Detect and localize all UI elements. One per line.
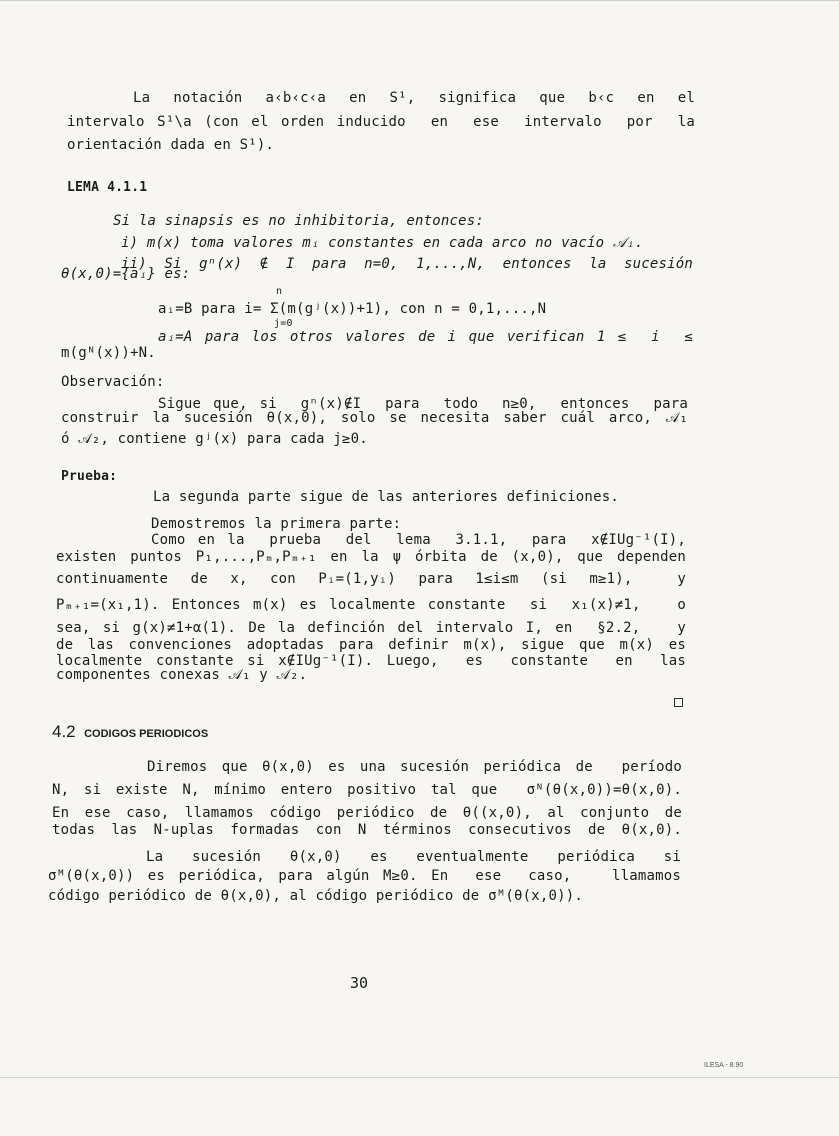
proof-line-4: existen puntos P₁,...,Pₘ,Pₘ₊₁ en la ψ órbita de (x,0), que dependen <box>56 549 686 565</box>
proof-line-2: Demostremos la primera parte: <box>151 516 402 532</box>
lemma-line-4: θ(x,0)={aᵢ} es: <box>61 266 191 282</box>
periodic-line-2: N, si existe N, mínimo entero positivo tal que σᴺ(θ(x,0))=θ(x,0). <box>52 782 682 798</box>
section-title: CODIGOS PERIODICOS <box>84 728 209 740</box>
lemma-line-5: aᵢ=B para i= Σ(m(gʲ(x))+1), con n = 0,1,...,N <box>158 301 547 317</box>
periodic-line-6: σᴹ(θ(x,0)) es periódica, para algún M≥0. En ese caso, llamamos <box>48 868 681 884</box>
observation-title: Observación: <box>61 374 165 390</box>
footer-mark: ILESA - 8.90 <box>704 1062 744 1069</box>
lemma-line-7: m(gᴺ(x))+N. <box>61 345 156 361</box>
sum-lower-index: j=0 <box>274 318 293 329</box>
proof-line-7: sea, si g(x)≠1+α(1). De la definción del intervalo I, en §2.2, y <box>56 620 686 636</box>
observation-line-3: ó 𝒜₂, contiene gʲ(x) para cada j≥0. <box>61 431 368 447</box>
intro-line-2: intervalo S¹\a (con el orden inducido en ese intervalo por la <box>67 114 695 130</box>
sum-upper-index: n <box>276 286 283 297</box>
page-number: 30 <box>350 974 369 992</box>
intro-line-1: La notación a‹b‹c‹a en S¹, significa que b‹c en el <box>133 90 695 106</box>
proof-line-8: de las convenciones adoptadas para definir m(x), sigue que m(x) es <box>56 637 686 653</box>
proof-line-6: Pₘ₊₁=(x₁,1). Entonces m(x) es localmente constante si x₁(x)≠1, o <box>56 597 686 613</box>
periodic-line-4: todas las N-uplas formadas con N términos consecutivos de θ(x,0). <box>52 822 682 838</box>
proof-line-10: componentes conexas 𝒜₁ y 𝒜₂. <box>56 667 308 683</box>
observation-line-2: construir la sucesión θ(x,0), solo se necesita saber cuál arco, 𝒜₁ <box>61 410 688 426</box>
lemma-title: LEMA 4.1.1 <box>67 180 148 195</box>
section-number: 4.2 <box>52 722 76 741</box>
section-heading <box>52 722 208 742</box>
proof-line-9: localmente constante si x∉IUg⁻¹(I). Luego, es constante en las <box>56 653 686 669</box>
periodic-line-3: En ese caso, llamamos código periódico de θ((x,0), al conjunto de <box>52 805 682 821</box>
periodic-line-7: código periódico de θ(x,0), al código periódico de σᴹ(θ(x,0)). <box>48 888 583 904</box>
end-of-proof-mark <box>674 698 683 707</box>
lemma-line-3: ii) Si gⁿ(x) ∉ I para n=0, 1,...,N, entonces la sucesión <box>121 256 693 272</box>
periodic-line-5: La sucesión θ(x,0) es eventualmente periódica si <box>146 849 681 865</box>
lemma-line-6: aᵢ=A para los otros valores de i que verifican 1 ≤ i ≤ <box>158 329 693 345</box>
proof-line-1: La segunda parte sigue de las anteriores definiciones. <box>153 489 619 505</box>
proof-line-5: continuamente de x, con Pᵢ=(1,yᵢ) para 1≤i≤m (si m≥1), y <box>56 571 686 587</box>
observation-line-1: Sigue que, si gⁿ(x)∉I para todo n≥0, entonces para <box>158 396 688 412</box>
lemma-line-1: Si la sinapsis es no inhibitoria, entonces: <box>113 213 485 229</box>
intro-line-3: orientación dada en S¹). <box>67 137 275 153</box>
proof-line-3: Como en la prueba del lema 3.1.1, para x∉IUg⁻¹(I), <box>151 532 686 548</box>
proof-title: Prueba: <box>61 469 118 484</box>
bottom-edge <box>0 1077 839 1078</box>
lemma-line-2: i) m(x) toma valores mᵢ constantes en cada arco no vacío 𝒜ᵢ. <box>121 235 644 251</box>
top-edge <box>0 0 839 1</box>
periodic-line-1: Diremos que θ(x,0) es una sucesión periódica de período <box>147 759 682 775</box>
